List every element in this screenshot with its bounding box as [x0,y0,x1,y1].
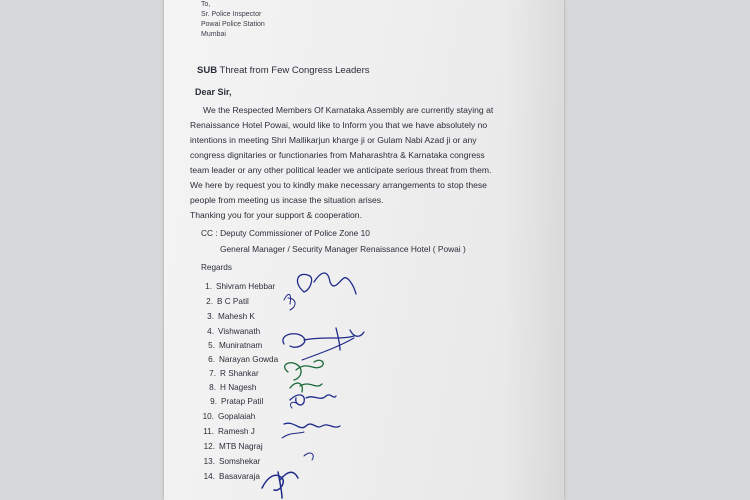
cc-line-1: CC : Deputy Commissioner of Police Zone 10 [201,228,370,238]
signatory-name: Narayan Gowda [219,355,279,364]
body-line-2: Renaissance Hotel Powai, would like to Inform you that we have absolutely no [190,120,488,130]
signatory-name: Muniratnam [219,341,263,350]
body-line-5: team leader or any other political leader we anticipate serious threat from them. [190,165,492,175]
subject-label: SUB [197,65,218,76]
signature-13 [304,453,320,460]
addressee-line-3: Mumbai [201,31,226,38]
signature-11 [284,423,340,428]
signatory-number: 2. [206,297,213,306]
to-label: To, [201,1,211,8]
signature-8 [290,383,322,392]
signatory-name: Somshekar [219,457,261,466]
signatory-number: 11. [203,427,214,436]
signature-12 [282,432,304,438]
signature-7 [285,360,324,380]
signatory-name: Pratap Patil [221,397,264,406]
body-line-6: We here by request you to kindly make necessary arrangements to stop these [190,180,487,190]
signatory-number: 8. [209,383,216,392]
cc-line-2: General Manager / Security Manager Renaissance Hotel ( Powai ) [220,244,466,254]
signatory-number: 10. [202,412,214,421]
addressee-line-2: Powai Police Station [201,21,265,28]
signatory-number: 9. [210,397,217,406]
signatory-number: 7. [209,369,216,378]
signatory-number: 4. [207,327,214,336]
signatory-name: Basavaraja [219,472,260,481]
body-line-3: intentions in meeting Shri Mallikarjun kharge ji or Gulam Nabi Azad ji or any [190,135,477,145]
salutation: Dear Sir, [195,87,232,97]
signatory-number: 14. [203,472,215,481]
signatory-number: 6. [208,355,215,364]
body-line-1: We the Respected Members Of Karnataka Assembly are currently staying at [203,105,494,115]
addressee-line-1: Sr. Police Inspector [201,11,262,18]
signature-10 [290,402,298,408]
signatory-name: H Nagesh [220,383,257,392]
body-line-4: congress dignitaries or functionaries from Maharashtra & Karnataka congress [190,150,485,160]
signatory-name: Ramesh J [218,427,255,436]
signatory-name: Mahesh K [218,312,255,321]
regards-label: Regards [201,263,232,272]
signature-2 [284,294,295,310]
signatory-name: MTB Nagraj [219,442,263,451]
body-line-7: people from meeting us incase the situation arises. [190,195,384,205]
signatory-number: 1. [205,282,212,291]
signatory-number: 5. [208,341,215,350]
signatory-name: Gopalaiah [218,412,256,421]
signatory-name: Vishwanath [218,327,261,336]
signature-1 [297,273,356,294]
signatory-number: 13. [203,457,215,466]
letter-paper [164,0,564,500]
signatory-name: R Shankar [220,369,259,378]
handwritten-signatures [164,0,564,500]
signature-14 [262,472,298,498]
signatory-name: Shivram Hebbar [216,282,276,291]
signatory-number: 3. [207,312,214,321]
body-line-8: Thanking you for your support & cooperation. [190,210,362,220]
subject-text: Threat from Few Congress Leaders [219,65,370,76]
signatory-name: B C Patil [217,297,249,306]
signature-6 [302,338,354,360]
signatory-number: 12. [203,442,215,451]
